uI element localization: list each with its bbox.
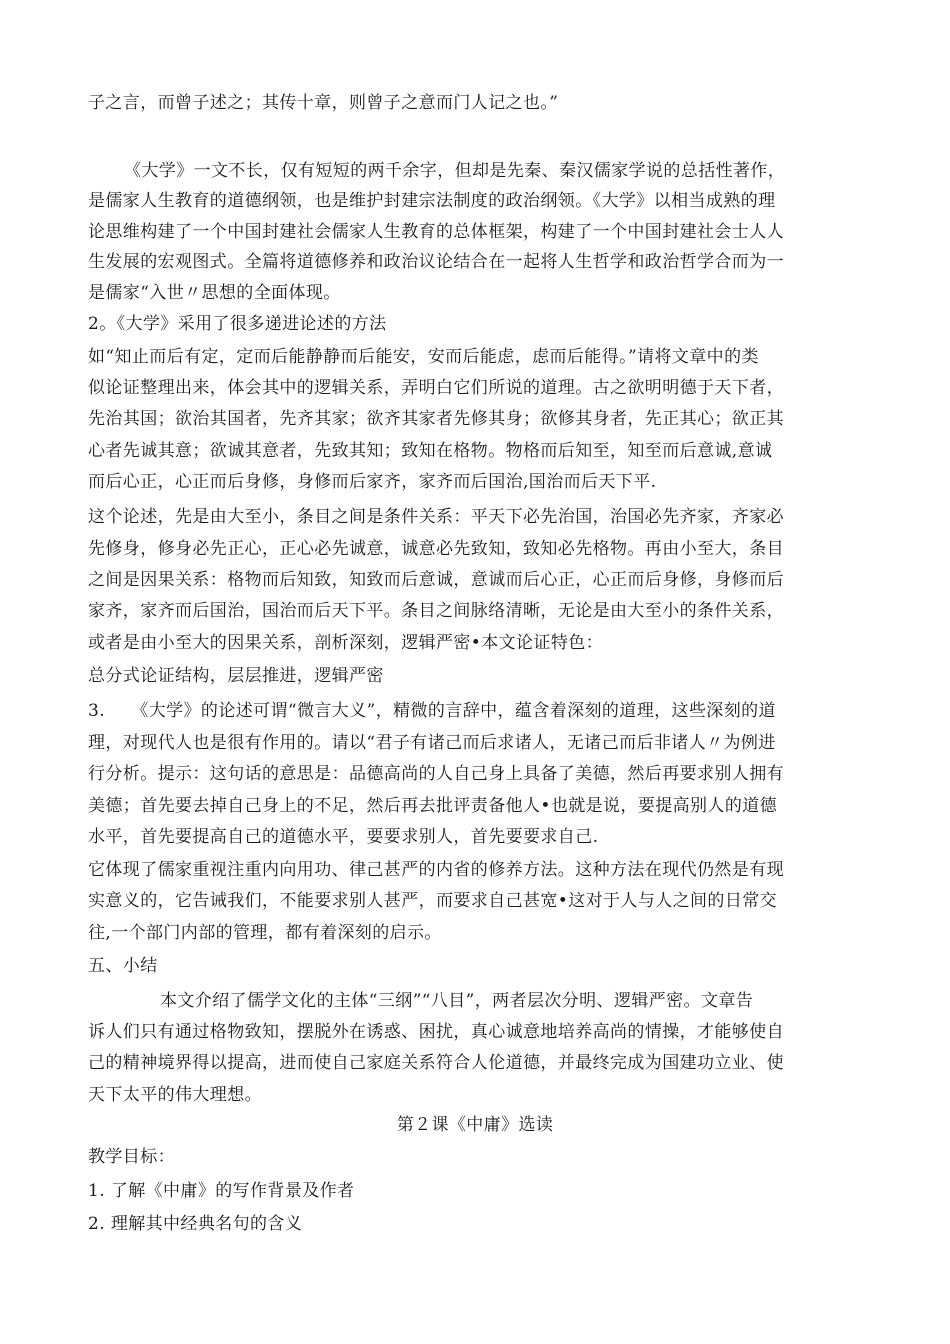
text-line: 论思维构建了一个中国封建社会儒家人生教育的总体框架，构建了一个中国封建社会士人人 — [88, 222, 784, 242]
objective-item: 1. 了解《中庸》的写作背景及作者 — [88, 1181, 355, 1201]
text-line: 诉人们只有通过格物致知，摆脱外在诱惑、困扰，真心诚意地培养高尚的情操，才能够使自 — [88, 1022, 784, 1042]
section-heading-2: 2。《大学》采用了很多递进论述的方法 — [88, 314, 387, 334]
section-heading-3: 3. 《大学》的论述可谓“微言大义”，精微的言辞中，蕴含着深刻的道理，这些深刻的道 — [88, 701, 776, 721]
text-line: 这个论述，先是由大至小，条目之间是条件关系：平天下必先治国，治国必先齐家，齐家必 — [88, 507, 784, 527]
text-line: 生发展的宏观图式。全篇将道德修养和政治议论结合在一起将人生哲学和政治哲学合而为一 — [88, 252, 784, 272]
text-line: 它体现了儒家重视注重内向用功、律己甚严的内省的修养方法。这种方法在现代仍然是有现 — [88, 860, 784, 880]
text-line: 而后心正，心正而后身修，身修而后家齐，家齐而后国治,国治而后天下平. — [88, 472, 657, 492]
text-line: 家齐，家齐而后国治，国治而后天下平。条目之间脉络清晰，无论是由大至小的条件关系， — [88, 601, 784, 621]
text-line: 是儒家人生教育的道德纲领，也是维护封建宗法制度的政治纲领。《大学》以相当成熟的理 — [88, 191, 776, 211]
paragraph-first-line: 《大学》一文不长，仅有短短的两千余字，但却是先秦、秦汉儒家学说的总括性著作， — [124, 161, 786, 181]
text-line: 总分式论证结构，层层推进，逻辑严密 — [88, 666, 384, 686]
text-line: 理，对现代人也是很有作用的。请以“君子有诸己而后求诸人，无诸己而后非诸人〃为例进 — [88, 733, 776, 753]
text-line: 水平，首先要提高自己的道德水平，要要求别人，首先要要求自己. — [88, 827, 599, 847]
lesson-title: 第２课《中庸》选读 — [396, 1115, 554, 1135]
text-line: 如“知止而后有定，定而后能静静而后能安，安而后能虑，虑而后能得。”请将文章中的类 — [88, 347, 759, 367]
text-line: 天下太平的伟大理想。 — [88, 1085, 262, 1105]
text-line: 心者先诚其意；欲诚其意者，先致其知；致知在格物。物格而后知至，知至而后意诚,意诚 — [88, 441, 773, 461]
paragraph-first-line: 本文介绍了儒学文化的主体“三纲”“八目”，两者层次分明、逻辑严密。文章告 — [160, 991, 754, 1011]
text-line: 似论证整理出来，体会其中的逻辑关系，弄明白它们所说的道理。古之欲明明德于天下者， — [88, 378, 784, 398]
text-line: 子之言，而曾子述之；其传十章，则曾子之意而门人记之也。” — [88, 93, 559, 113]
text-line: 是儒家“入世〃思想的全面体现。 — [88, 283, 341, 303]
text-line: 之间是因果关系：格物而后知致，知致而后意诚，意诚而后心正，心正而后身修，身修而后 — [88, 570, 784, 590]
text-line: 先治其国；欲治其国者，先齐其家；欲齐其家者先修其身；欲修其身者，先正其心；欲正其 — [88, 409, 784, 429]
section-heading-summary: 五、小结 — [88, 956, 158, 976]
text-line: 美德；首先要去掉自己身上的不足，然后再去批评责备他人•也就是说，要提高别人的道德 — [88, 796, 778, 816]
text-line: 或者是由小至大的因果关系，剖析深刻，逻辑严密•本文论证特色： — [88, 633, 604, 653]
text-line: 往,一个部门内部的管理，都有着深刻的启示。 — [88, 923, 442, 943]
text-line: 实意义的，它告诫我们，不能要求别人甚严，而要求自己甚宽•这对于人与人之间的日常交 — [88, 891, 778, 911]
objective-item: 2. 理解其中经典名句的含义 — [88, 1214, 303, 1234]
objectives-heading: 教学目标： — [88, 1147, 175, 1167]
text-line: 行分析。提示：这句话的意思是：品德高尚的人自己身上具备了美德，然后再要求别人拥有 — [88, 764, 784, 784]
text-line: 己的精神境界得以提高，进而使自己家庭关系符合人伦道德，并最终完成为国建功立业、使 — [88, 1053, 784, 1073]
text-line: 先修身，修身必先正心，正心必先诚意，诚意必先致知，致知必先格物。再由小至大，条目 — [88, 539, 784, 559]
